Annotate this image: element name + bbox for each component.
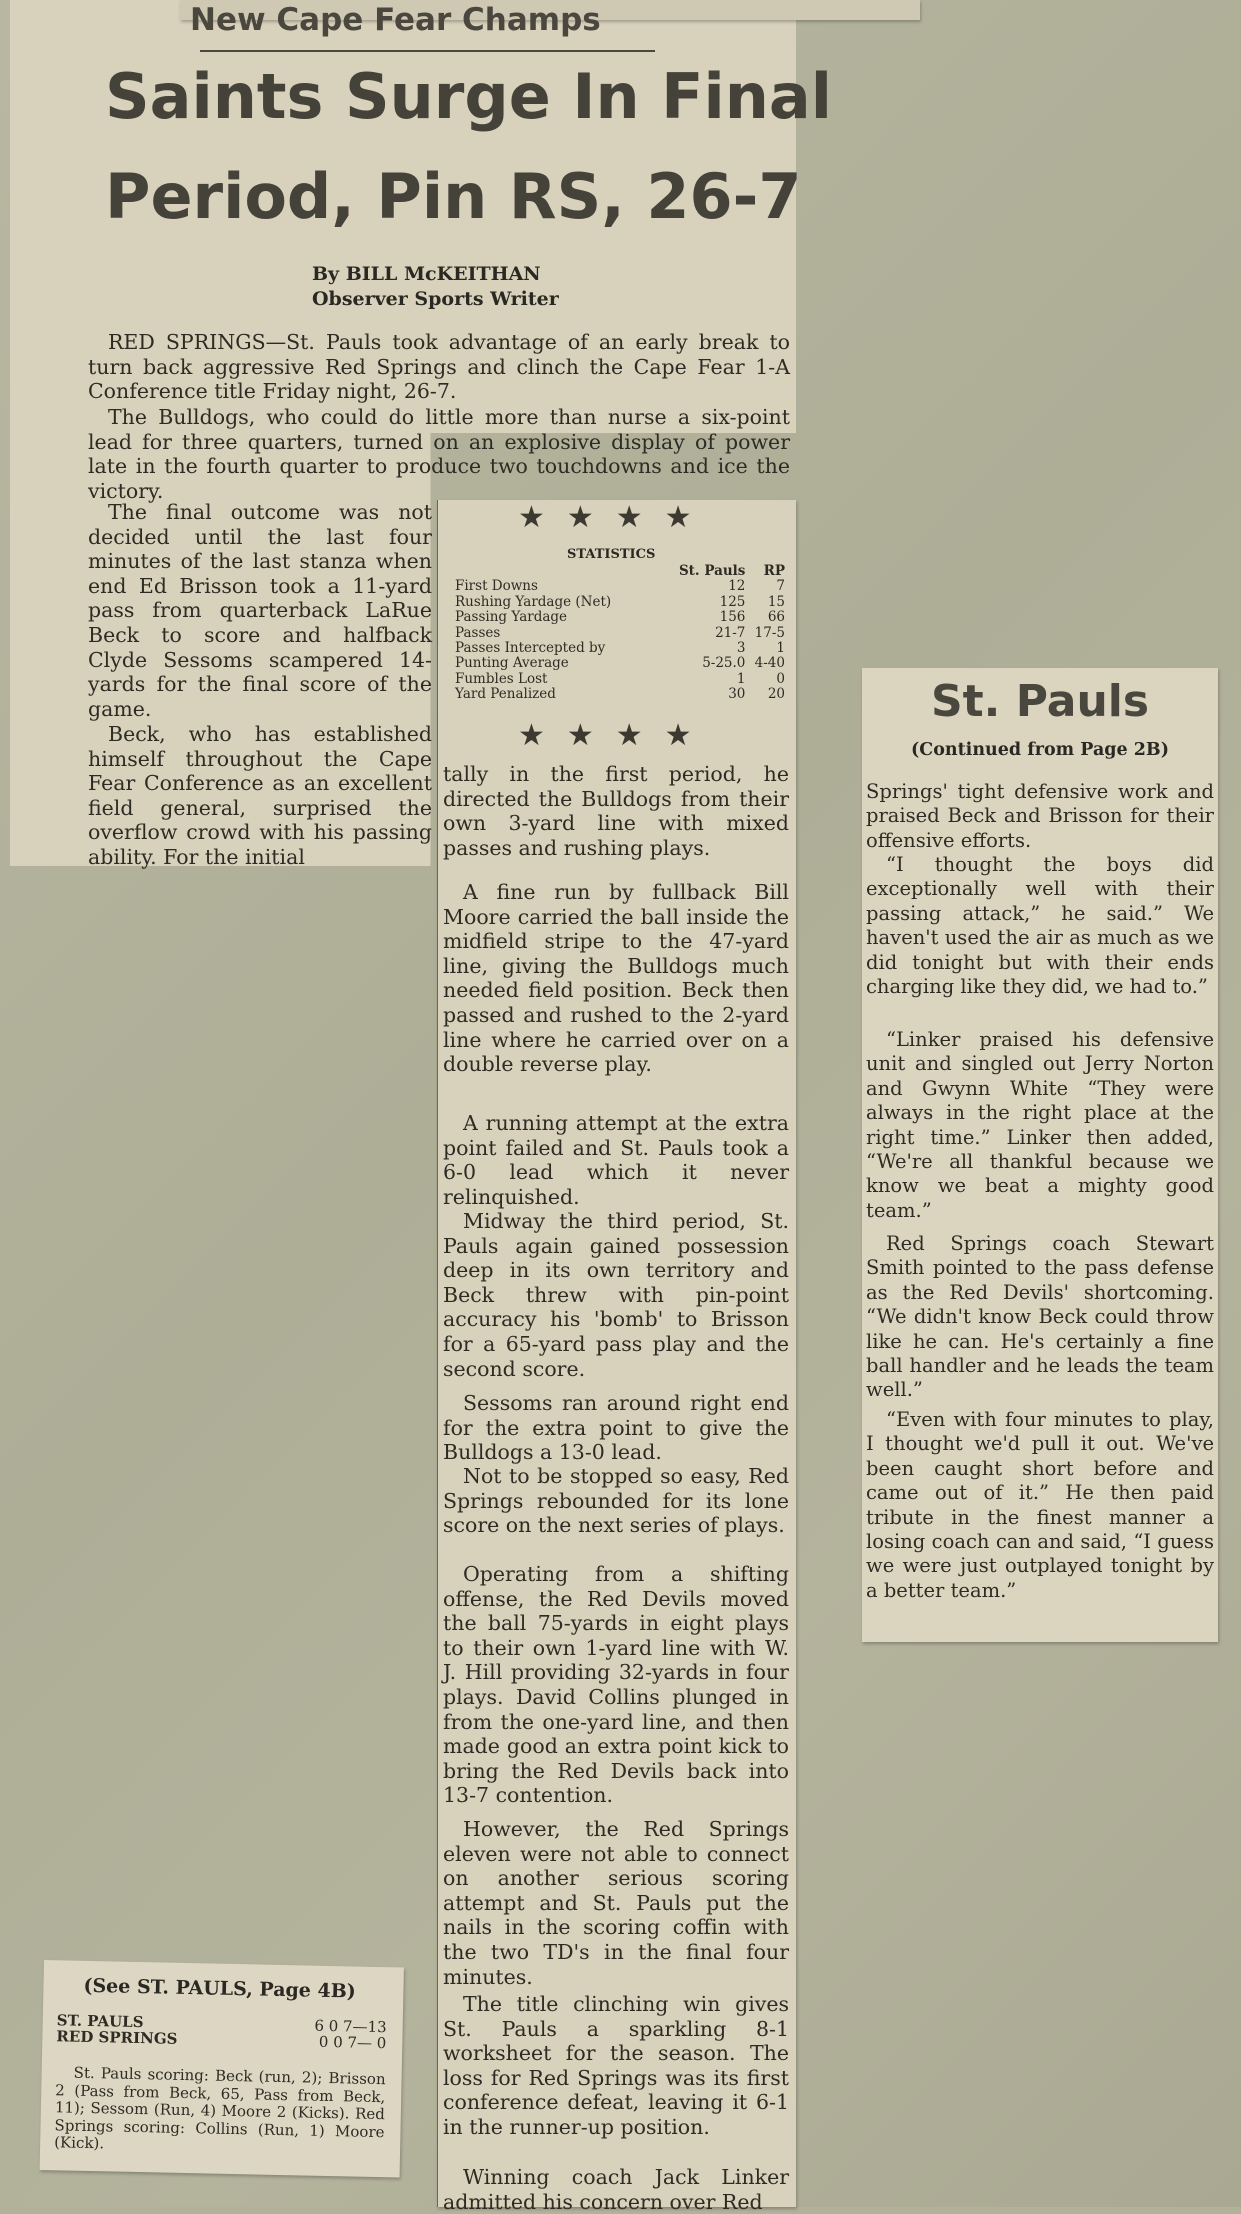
middle-column-paragraph: A fine run by fullback Bill Moore carried the ball inside the midfield stripe to the 47-yard line, giving the Bulldogs much needed field position. Beck then passed and rushed to the 2-yard line where he carried over on a double reverse play.: [443, 880, 789, 1077]
stats-st-pauls: 3: [736, 640, 746, 657]
headline-line-2: Period, Pin RS, 26-7: [105, 160, 802, 233]
headline-line-1: Saints Surge In Final: [105, 60, 833, 133]
stats-row: [455, 610, 785, 625]
middle-column-paragraph: The title clinching win gives St. Pauls a sparkling 8-1 worksheet for the season. The loss for Red Springs was its first conference defeat, leaving it 6-1 in the runner-up position.: [443, 1992, 789, 2139]
middle-column-paragraph: Sessoms ran around right end for the extra point to give the Bulldogs a 13-0 lead.: [443, 1391, 789, 1465]
continued-subtitle: (Continued from Page 2B): [910, 740, 1169, 760]
left-column-paragraph-2: Beck, who has established himself throughout the Cape Fear Conference as an excellent field general, surprised the overflow crowd with his passing ability. For the initial: [88, 722, 432, 869]
stats-table: [455, 564, 785, 703]
stats-rp: 66: [767, 609, 785, 626]
stats-label: Passes: [455, 624, 501, 641]
continued-paragraph: Springs' tight defensive work and praised Beck and Brisson for their offensive efforts.: [866, 780, 1214, 852]
continued-title: St. Pauls: [930, 676, 1150, 727]
intro-paragraph-2: The Bulldogs, who could do little more than nurse a six-point lead for three quarters, turned on an explosive display of power late in the fourth quarter to produce two touchdowns and ice the victory.: [88, 405, 790, 503]
score-box-title: (See ST. PAULS, Page 4B): [83, 1974, 356, 2003]
stats-rp: 0: [776, 670, 785, 687]
score-quarters: 6 0 7—13: [314, 2016, 387, 2037]
column-rule: [437, 500, 438, 2207]
stats-row: [455, 641, 785, 656]
middle-column-paragraph: A running attempt at the extra point failed and St. Pauls took a 6-0 lead which it never relinquished.: [443, 1111, 789, 1209]
continued-paragraph: “I thought the boys did exceptionally well with their passing attack,” he said.” We haven't used the air as much as we did tonight but with their ends charging like they did, we had to.”: [866, 853, 1214, 999]
stats-st-pauls: 21-7: [715, 624, 746, 641]
middle-column-paragraph: tally in the first period, he directed the Bulldogs from their own 3-yard line with mixed passes and rushing plays.: [443, 762, 789, 860]
stats-rp: 7: [776, 578, 785, 595]
stats-st-pauls: 125: [719, 593, 746, 610]
middle-column-paragraph: Winning coach Jack Linker admitted his concern over Red: [443, 2165, 789, 2214]
stats-header-st-pauls: St. Pauls: [678, 563, 746, 579]
stats-rp: 17-5: [754, 624, 785, 641]
byline-author: By BILL McKEITHAN: [312, 263, 541, 285]
stats-rp: 4-40: [754, 655, 785, 672]
middle-column-paragraph: Midway the third period, St. Pauls again gained possession deep in its own territory and Beck threw with pin-point accuracy his 'bomb' to Brisson for a 65-yard pass play and the second score.: [443, 1209, 789, 1381]
stats-header-rp: RP: [763, 563, 785, 579]
stats-row: [455, 626, 785, 641]
stats-label: Passing Yardage: [455, 609, 568, 626]
stats-rp: 20: [767, 686, 785, 703]
stats-st-pauls: 5-25.0: [702, 655, 746, 672]
continued-paragraph: Red Springs coach Stewart Smith pointed to the pass defense as the Red Devils' shortcoming. “We didn't know Beck could throw like he can. He's certainly a fine ball handler and he leads the team well.”: [866, 1232, 1214, 1402]
stats-rp: 1: [776, 640, 785, 657]
middle-column-paragraph: Operating from a shifting offense, the Red Devils moved the ball 75-yards in eight plays to their own 1-yard line with W. J. Hill providing 32-yards in four plays. David Collins plunged in from the one-yard line, and then made good an extra point kick to bring the Red Devils back into 13-7 contention.: [443, 1562, 789, 1808]
stats-label: Rushing Yardage (Net): [455, 593, 612, 610]
stats-stars-bottom: ★★★★: [518, 718, 714, 753]
stats-label: Passes Intercepted by: [455, 640, 606, 657]
stats-stars-top: ★★★★: [518, 500, 714, 535]
continued-paragraph: “Even with four minutes to play, I thought we'd pull it out. We've been caught short before and came out of it.” He then paid tribute in the finest manner a losing coach can and said, “I guess we were just outplayed tonight by a better team.”: [866, 1408, 1214, 1602]
score-quarters: 0 0 7— 0: [318, 2032, 387, 2053]
stats-row: [455, 687, 785, 702]
stats-row: [455, 672, 785, 687]
stats-row: [455, 595, 785, 610]
stats-row: [455, 656, 785, 671]
stats-st-pauls: 156: [719, 609, 746, 626]
intro-paragraph-1: RED SPRINGS—St. Pauls took advantage of an early break to turn back aggressive Red Springs and clinch the Cape Fear 1-A Conference title Friday night, 26-7.: [88, 330, 790, 404]
stats-label: Fumbles Lost: [455, 670, 548, 687]
stats-st-pauls: 12: [728, 578, 746, 595]
score-box-clipping: [40, 1960, 404, 2177]
middle-column-paragraph: Not to be stopped so easy, Red Springs rebounded for its lone score on the next series of plays.: [443, 1464, 789, 1538]
left-column-paragraph-1: The final outcome was not decided until the last four minutes of the last stanza when end Ed Brisson took a 11-yard pass from quarterback LaRue Beck to score and halfback Clyde Sessoms scampered 14-yards for the final score of the game.: [88, 500, 432, 721]
banner-rule: [200, 50, 655, 52]
continued-paragraph: “Linker praised his defensive unit and singled out Jerry Norton and Gwynn White “They were always in the right place at the right time.” Linker then added, “We're all thankful because we know we beat a mighty good team.”: [866, 1028, 1214, 1222]
stats-label: First Downs: [455, 578, 538, 595]
stats-st-pauls: 1: [736, 670, 746, 687]
score-team: ST. PAULS: [56, 2011, 144, 2032]
stats-label: Punting Average: [455, 655, 569, 672]
stats-st-pauls: 30: [728, 686, 746, 703]
stats-label: Yard Penalized: [455, 686, 556, 703]
stats-row: [455, 579, 785, 594]
stats-rp: 15: [767, 593, 785, 610]
byline-title: Observer Sports Writer: [312, 288, 559, 310]
score-scoring-summary: St. Pauls scoring: Beck (run, 2); Brisson 2 (Pass from Beck, 65, Pass from Beck, 11); Sessom (Run, 4) Moore 2 (Kicks). Red Springs scoring: Collins (Run, 1) Moore (Kick).: [53, 2063, 386, 2153]
banner-kicker: New Cape Fear Champs: [190, 2, 601, 38]
stats-title: STATISTICS: [567, 547, 656, 562]
score-team: RED SPRINGS: [56, 2027, 178, 2048]
middle-column-paragraph: However, the Red Springs eleven were not able to connect on another serious scoring attempt and St. Pauls put the nails in the scoring coffin with the two TD's in the final four minutes.: [443, 1817, 789, 1989]
continued-clipping: [862, 668, 1218, 1642]
stats-header-row: [455, 564, 785, 579]
